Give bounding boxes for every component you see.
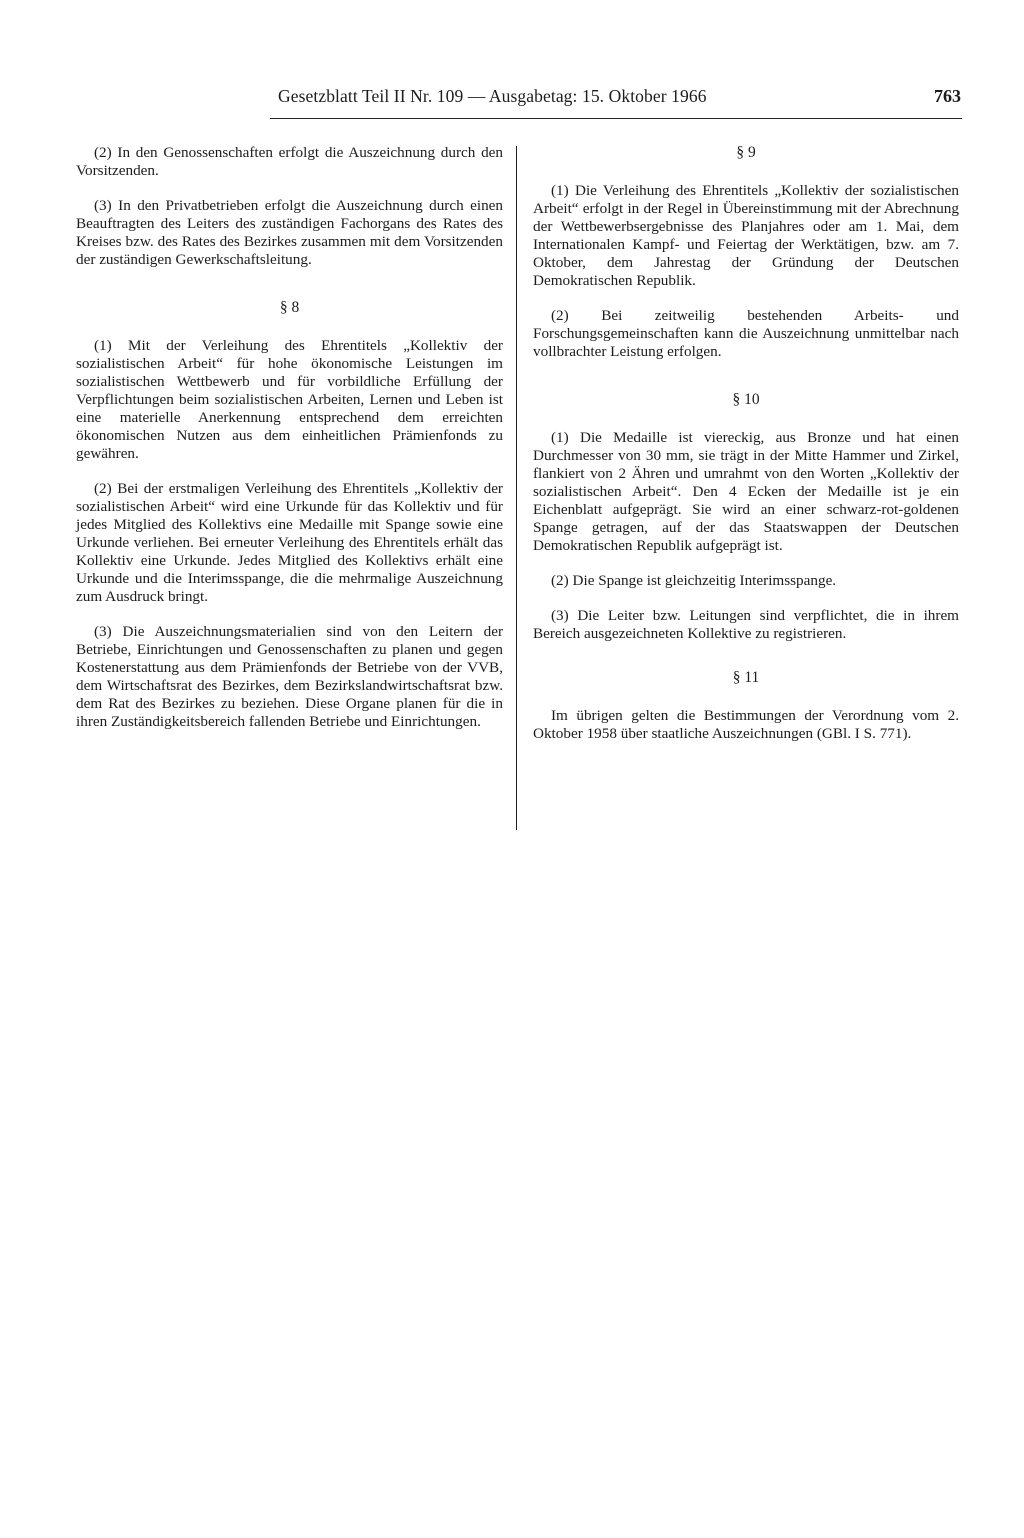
column-divider (516, 146, 517, 830)
paragraph-10-1: (1) Die Medaille ist viereckig, aus Bronze und hat einen Durchmesser von 30 mm, sie trägt in der Mitte Hammer und Zirkel, flankiert von 2 Ähren und umrahmt von den Worten „Kollektiv der sozialistischen Arbeit“. Den 4 Ecken der Medaille ist je ein Eichenblatt aufgeprägt. Sie wird an einer schwarz-rot-goldenen Spange getragen, auf der das Staatswappen der Deutschen Demokratischen Republik aufgeprägt ist. (533, 429, 959, 554)
paragraph-9-2: (2) Bei zeitweilig bestehenden Arbeits- und Forschungsgemeinschaften kann die Auszeichnung unmittelbar nach vollbrachter Leistung erfolgen. (533, 307, 959, 360)
paragraph-10-2: (2) Die Spange ist gleichzeitig Interimsspange. (551, 572, 837, 589)
paragraph-8-1: (1) Mit der Verleihung des Ehrentitels „Kollektiv der sozialistischen Arbeit“ für hohe ökonomische Leistungen im sozialistischen Wettbewerb und für vorbildliche Erfüllung der Verpflichtungen beim sozialistischen Arbeiten, Lernen und Leben ist eine materielle Anerkennung entsprechend dem erreichten ökonomischen Nutzen aus dem einheitlichen Prämienfonds zu gewähren. (76, 337, 503, 462)
paragraph-7-2: (2) In den Genossenschaften erfolgt die Auszeichnung durch den Vorsitzenden. (76, 144, 503, 179)
section-11-heading: § 11 (732, 669, 760, 686)
right-column (533, 144, 959, 760)
header-rule (270, 118, 962, 119)
paragraph-11: Im übrigen gelten die Bestimmungen der Verordnung vom 2. Oktober 1958 über staatliche Auszeichnungen (GBl. I S. 771). (533, 707, 959, 742)
page-number: 763 (934, 86, 961, 106)
paragraph-9-1: (1) Die Verleihung des Ehrentitels „Kollektiv der sozialistischen Arbeit“ erfolgt in der Regel in Übereinstimmung mit der Abrechnung der Wettbewerbsergebnisse des Planjahres oder am 1. Mai, dem Internationalen Kampf- und Feiertag der Werktätigen, bzw. am 7. Oktober, dem Jahrestag der Gründung der Deutschen Demokratischen Republik. (533, 182, 959, 289)
section-8-heading: § 8 (279, 299, 300, 316)
paragraph-8-2: (2) Bei der erstmaligen Verleihung des Ehrentitels „Kollektiv der sozialistischen Arbeit“ wird eine Urkunde für das Kollektiv und für jedes Mitglied des Kollektivs eine Medaille mit Spange sowie eine Urkunde verliehen. Bei erneuter Verleihung des Ehrentitels erhält das Kollektiv eine Urkunde. Jedes Mitglied des Kollektivs erhält eine Urkunde und die Interimsspange, die die mehrmalige Auszeichnung zum Ausdruck bringt. (76, 480, 503, 605)
paragraph-7-3: (3) In den Privatbetrieben erfolgt die Auszeichnung durch einen Beauftragten des Leiters des zuständigen Fachorgans des Rates des Kreises bzw. des Rates des Bezirkes zusammen mit dem Vorsitzenden der zuständigen Gewerkschaftsleitung. (76, 197, 503, 268)
paragraph-10-3: (3) Die Leiter bzw. Leitungen sind verpflichtet, die in ihrem Bereich ausgezeichneten Kollektive zu registrieren. (533, 607, 959, 642)
paragraph-8-3: (3) Die Auszeichnungsmaterialien sind von den Leitern der Betriebe, Einrichtungen und Genossenschaften zu planen und gegen Kostenerstattung aus dem Prämienfonds der Betriebe von der VVB, dem Wirtschaftsrat des Bezirkes, dem Bezirkslandwirtschaftsrat bzw. dem Rat des Bezirkes zu beziehen. Diese Organe planen für die in ihren Zuständigkeitsbereich fallenden Betriebe und Einrichtungen. (76, 623, 503, 730)
page-header: Gesetzblatt Teil II Nr. 109 — Ausgabetag: 15. Oktober 1966 (278, 86, 707, 106)
section-9-heading: § 9 (736, 144, 756, 161)
section-10-heading: § 10 (732, 391, 760, 408)
left-column (76, 144, 503, 748)
